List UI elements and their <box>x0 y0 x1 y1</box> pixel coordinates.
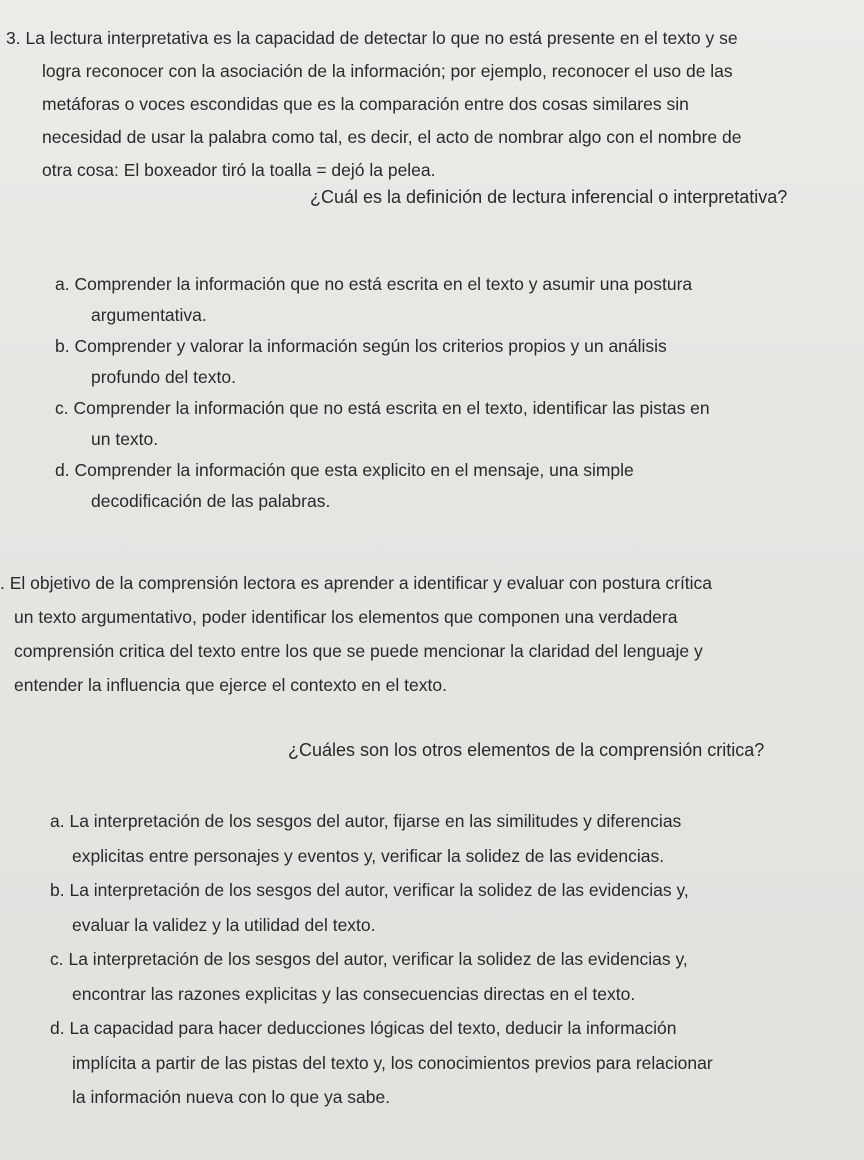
option-text: d. La capacidad para hacer deducciones lógicas del texto, deducir la información <box>50 1018 677 1038</box>
option-c[interactable] <box>55 393 855 455</box>
option-text: c. Comprender la información que no está escrita en el texto, identificar las pistas en <box>55 398 710 418</box>
option-d[interactable] <box>55 455 855 517</box>
option-b[interactable] <box>55 331 855 393</box>
option-d[interactable] <box>50 1011 860 1115</box>
option-text: decodificación de las palabras. <box>91 491 331 511</box>
option-text: c. La interpretación de los sesgos del autor, verificar la solidez de las evidencias y, <box>50 949 688 969</box>
question-3-prompt: ¿Cuál es la definición de lectura inferencial o interpretativa? <box>310 187 788 207</box>
paragraph-line: un texto argumentativo, poder identificar los elementos que componen una verdadera <box>14 607 678 627</box>
paragraph-line: metáforas o voces escondidas que es la comparación entre dos cosas similares sin <box>42 94 689 114</box>
option-text: un texto. <box>91 429 159 449</box>
paragraph-line: comprensión critica del texto entre los que se puede mencionar la claridad del lenguaje y <box>14 641 703 661</box>
option-text: la información nueva con lo que ya sabe. <box>72 1087 391 1107</box>
paragraph-line: logra reconocer con la asociación de la información; por ejemplo, reconocer el uso de las <box>42 61 733 81</box>
option-text: profundo del texto. <box>91 367 236 387</box>
option-text: a. La interpretación de los sesgos del autor, fijarse en las similitudes y diferencias <box>50 811 682 831</box>
question-3-paragraph <box>6 22 856 187</box>
option-text: encontrar las razones explicitas y las consecuencias directas en el texto. <box>72 983 636 1004</box>
question-4-options <box>50 804 860 1115</box>
question-3-options <box>55 269 855 517</box>
paragraph-line: . El objetivo de la comprensión lectora es aprender a identificar y evaluar con postura crítica <box>0 573 713 593</box>
option-a[interactable] <box>50 804 860 873</box>
paragraph-line: 3. La lectura interpretativa es la capacidad de detectar lo que no está presente en el texto y se <box>6 28 738 48</box>
option-c[interactable] <box>50 942 860 1011</box>
option-text: argumentativa. <box>91 305 207 325</box>
option-text: b. La interpretación de los sesgos del autor, verificar la solidez de las evidencias y, <box>50 880 689 900</box>
question-4-paragraph <box>0 566 860 702</box>
paragraph-line: necesidad de usar la palabra como tal, es decir, el acto de nombrar algo con el nombre de <box>42 127 742 147</box>
paragraph-line: otra cosa: El boxeador tiró la toalla = dejó la pelea. <box>42 160 436 180</box>
option-text: d. Comprender la información que esta explicito en el mensaje, una simple <box>55 460 634 480</box>
option-text: b. Comprender y valorar la información según los criterios propios y un análisis <box>55 336 667 356</box>
option-text: explicitas entre personajes y eventos y, verificar la solidez de las evidencias. <box>72 845 665 866</box>
option-a[interactable] <box>55 269 855 331</box>
question-4-prompt: ¿Cuáles son los otros elementos de la comprensión critica? <box>288 740 765 760</box>
option-text: evaluar la validez y la utilidad del texto. <box>72 914 376 935</box>
option-b[interactable] <box>50 873 860 942</box>
option-text: implícita a partir de las pistas del texto y, los conocimientos previos para relacionar <box>72 1052 713 1073</box>
paragraph-line: entender la influencia que ejerce el contexto en el texto. <box>14 675 447 695</box>
option-text: a. Comprender la información que no está escrita en el texto y asumir una postura <box>55 274 693 294</box>
